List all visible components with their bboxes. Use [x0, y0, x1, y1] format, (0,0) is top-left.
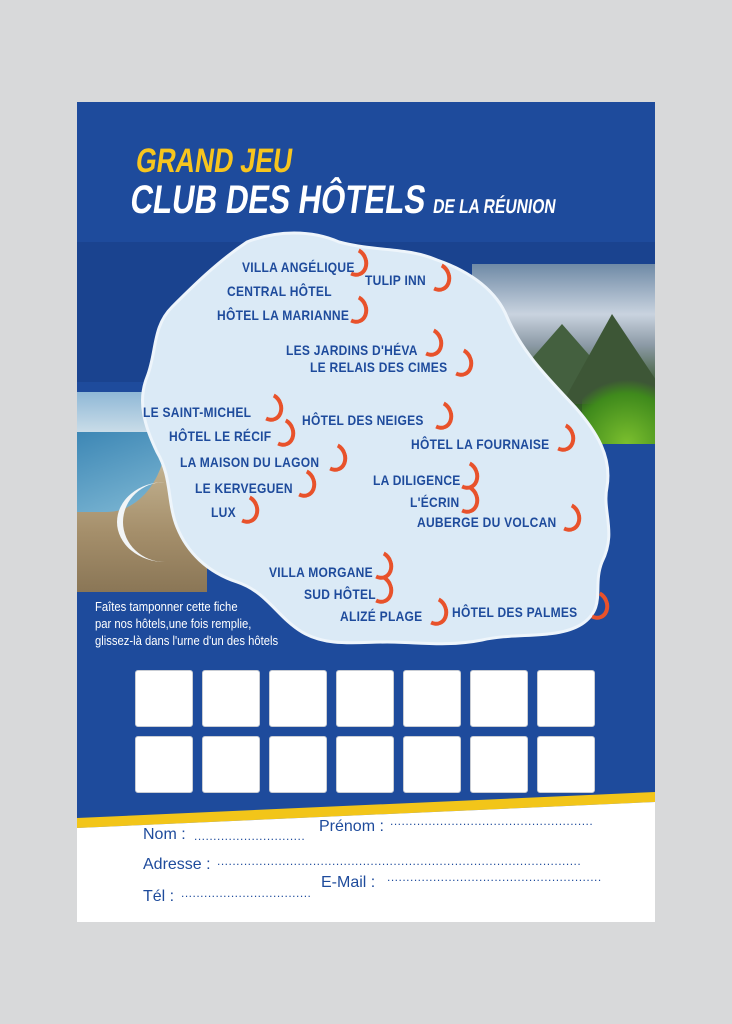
hotel-label: HÔTEL DES PALMES [452, 604, 578, 620]
hotel-label: HÔTEL LA MARIANNE [217, 307, 350, 323]
email-field[interactable]: ........................................................ [387, 870, 602, 884]
prenom-label: Prénom : [319, 818, 384, 835]
stamp-box [403, 736, 461, 793]
stamp-box [470, 736, 528, 793]
nom-field[interactable]: ............................. [194, 829, 306, 843]
flyer [77, 102, 655, 922]
stamp-box [403, 670, 461, 727]
stamp-box [537, 736, 595, 793]
stamp-box [336, 736, 394, 793]
stamp-box [202, 736, 260, 793]
hotel-label: AUBERGE DU VOLCAN [417, 514, 557, 530]
hotel-label: LE RELAIS DES CIMES [310, 359, 448, 375]
page-title [127, 142, 655, 227]
stamp-box [537, 670, 595, 727]
stamp-box [470, 670, 528, 727]
stamp-box [269, 670, 327, 727]
prenom-field[interactable]: ..................................................... [390, 814, 594, 828]
title-suffix: DE LA RÉUNION [431, 196, 558, 218]
hotel-label: HÔTEL LE RÉCIF [169, 428, 272, 444]
hotel-label: LE KERVEGUEN [195, 480, 293, 496]
adresse-field[interactable]: ............................................................................................... [217, 854, 582, 868]
hotel-label: HÔTEL DES NEIGES [302, 412, 424, 428]
hotel-label: CENTRAL HÔTEL [227, 283, 332, 299]
hotel-label: TULIP INN [365, 272, 426, 288]
hotel-label: LE SAINT-MICHEL [143, 404, 252, 420]
hotel-label: LA DILIGENCE [373, 472, 461, 488]
hotel-label: L'ÉCRIN [410, 494, 460, 510]
hotel-label: VILLA ANGÉLIQUE [242, 259, 355, 275]
stamp-box [202, 670, 260, 727]
stamp-box [135, 670, 193, 727]
stamp-box [135, 736, 193, 793]
hotel-label: SUD HÔTEL [304, 586, 376, 602]
adresse-label: Adresse : [143, 856, 211, 873]
nom-label: Nom : [143, 826, 186, 843]
hotel-label: ALIZÉ PLAGE [340, 608, 423, 624]
stamp-box [269, 736, 327, 793]
hotel-label: LUX [211, 504, 236, 520]
email-label: E-Mail : [321, 874, 376, 891]
hotel-label: LA MAISON DU LAGON [180, 454, 320, 470]
hotel-label: HÔTEL LA FOURNAISE [411, 436, 550, 452]
hotel-label: VILLA MORGANE [269, 564, 373, 580]
tel-label: Tél : [143, 888, 175, 905]
stamp-grid [135, 670, 595, 793]
tel-field[interactable]: .................................. [181, 886, 312, 900]
title-grand-jeu: GRAND JEU [133, 142, 296, 180]
stamp-box [336, 670, 394, 727]
instructions: Faîtes tamponner cette fiche par nos hôtels,une fois remplie, glissez-là dans l'urne d'un des hôtels [95, 600, 279, 648]
hotel-label: LES JARDINS D'HÉVA [286, 342, 418, 358]
title-club: CLUB DES HÔTELS DE LA RÉUNION [127, 178, 558, 222]
